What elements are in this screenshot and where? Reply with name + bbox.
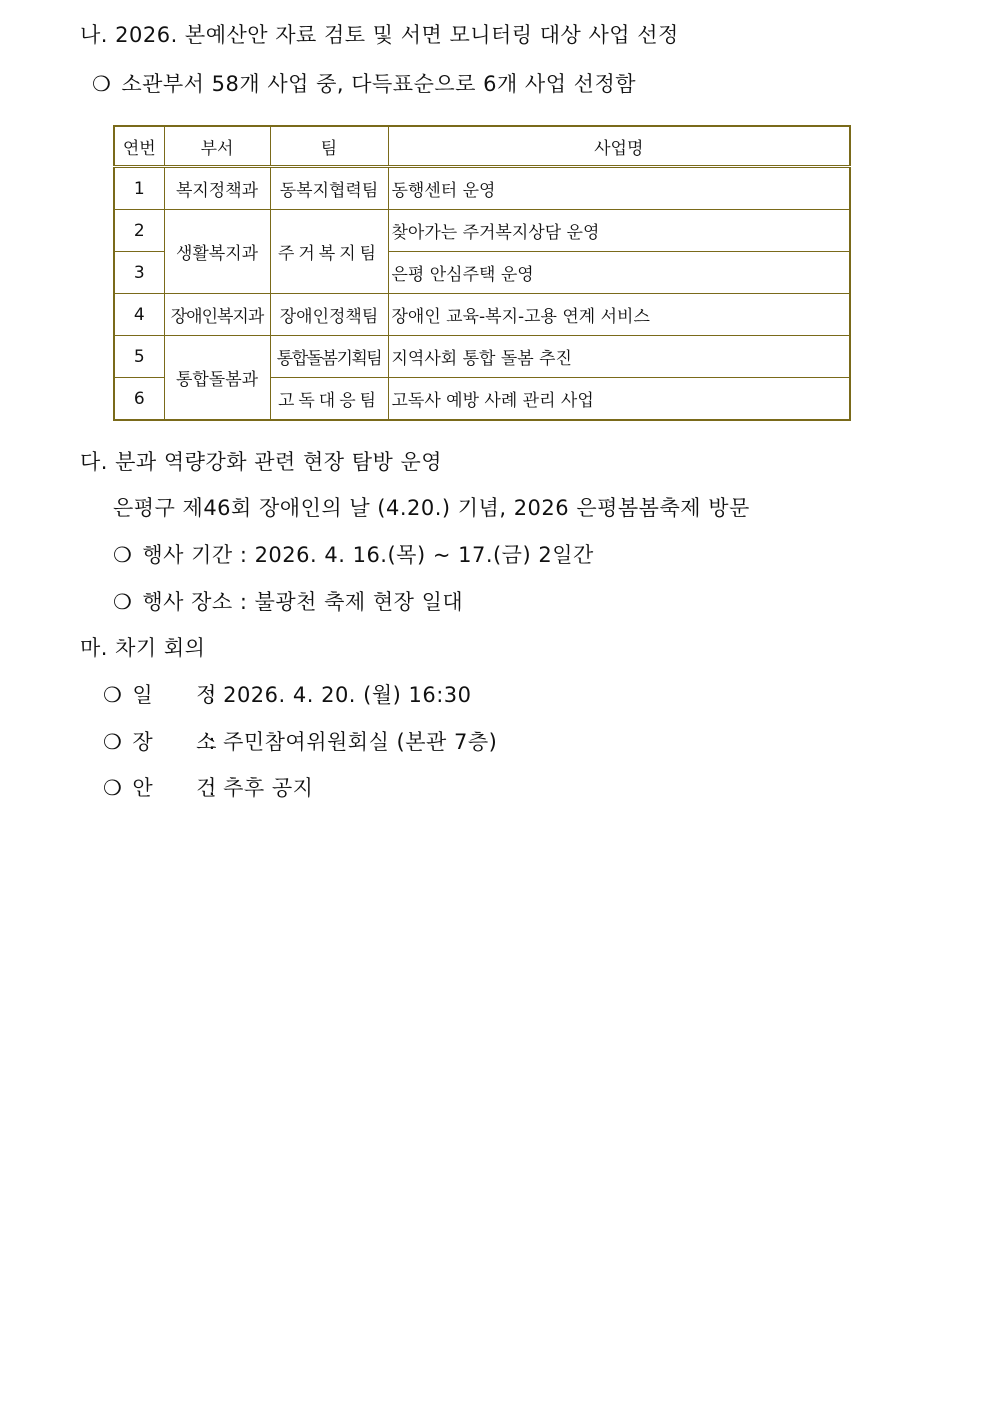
cell-team: 동복지협력팀 bbox=[270, 167, 388, 210]
cell-team: 고독대응팀 bbox=[270, 378, 388, 421]
cell-team: 통합돌봄기획팀 bbox=[270, 336, 388, 378]
section-da-item bbox=[113, 541, 594, 569]
cell-dept: 생활복지과 bbox=[164, 210, 270, 294]
cell-project: 고독사 예방 사례 관리 사업 bbox=[388, 378, 850, 421]
circle-bullet-icon: ❍ bbox=[113, 543, 133, 567]
header-project: 사업명 bbox=[388, 126, 850, 167]
table-row bbox=[114, 167, 850, 210]
cell-no: 4 bbox=[114, 294, 164, 336]
section-na-heading: 나. 2026. 본예산안 자료 검토 및 서면 모니터링 대상 사업 선정 bbox=[80, 23, 679, 47]
table-row bbox=[114, 336, 850, 378]
table-row bbox=[114, 210, 850, 252]
event-location-text: 행사 장소 : 불광천 축제 현장 일대 bbox=[142, 590, 464, 614]
cell-project: 은평 안심주택 운영 bbox=[388, 252, 850, 294]
cell-team: 주거복지팀 bbox=[270, 210, 388, 294]
section-da-heading: 다. 분과 역량강화 관련 현장 탐방 운영 bbox=[80, 450, 443, 474]
cell-project: 동행센터 운영 bbox=[388, 167, 850, 210]
header-dept: 부서 bbox=[164, 126, 270, 167]
place-label: 장 소 bbox=[132, 730, 217, 754]
cell-no: 6 bbox=[114, 378, 164, 421]
agenda-value: : 추후 공지 bbox=[208, 776, 314, 800]
cell-no: 1 bbox=[114, 167, 164, 210]
next-meeting-date bbox=[103, 681, 472, 709]
cell-project: 찾아가는 주거복지상담 운영 bbox=[388, 210, 850, 252]
circle-bullet-icon: ❍ bbox=[92, 72, 112, 96]
cell-no: 3 bbox=[114, 252, 164, 294]
date-value: : 2026. 4. 20. (월) 16:30 bbox=[208, 683, 472, 707]
cell-dept: 통합돌봄과 bbox=[164, 336, 270, 421]
section-da-item bbox=[113, 588, 463, 616]
next-meeting-place bbox=[103, 728, 497, 756]
header-no: 연번 bbox=[114, 126, 164, 167]
circle-bullet-icon: ❍ bbox=[103, 730, 123, 754]
cell-project: 장애인 교육-복지-고용 연계 서비스 bbox=[388, 294, 850, 336]
circle-bullet-icon: ❍ bbox=[103, 683, 123, 707]
header-team: 팀 bbox=[270, 126, 388, 167]
section-ma-heading: 마. 차기 회의 bbox=[80, 636, 206, 660]
table-row bbox=[114, 294, 850, 336]
next-meeting-agenda bbox=[103, 774, 313, 802]
cell-team: 장애인정책팀 bbox=[270, 294, 388, 336]
agenda-label: 안 건 bbox=[132, 776, 217, 800]
cell-no: 2 bbox=[114, 210, 164, 252]
date-label: 일 정 bbox=[132, 683, 217, 707]
cell-project: 지역사회 통합 돌봄 추진 bbox=[388, 336, 850, 378]
cell-dept: 장애인복지과 bbox=[164, 294, 270, 336]
cell-no: 5 bbox=[114, 336, 164, 378]
event-period-text: 행사 기간 : 2026. 4. 16.(목) ~ 17.(금) 2일간 bbox=[142, 543, 594, 567]
section-na-bullet bbox=[92, 70, 636, 98]
project-table bbox=[113, 125, 851, 421]
section-da-intro: 은평구 제46회 장애인의 날 (4.20.) 기념, 2026 은평봄봄축제 방문 bbox=[113, 496, 750, 520]
place-value: : 주민참여위원회실 (본관 7층) bbox=[208, 730, 498, 754]
circle-bullet-icon: ❍ bbox=[103, 776, 123, 800]
circle-bullet-icon: ❍ bbox=[113, 590, 133, 614]
section-na-bullet-text: 소관부서 58개 사업 중, 다득표순으로 6개 사업 선정함 bbox=[121, 72, 637, 96]
cell-dept: 복지정책과 bbox=[164, 167, 270, 210]
table-header-row bbox=[114, 126, 850, 167]
